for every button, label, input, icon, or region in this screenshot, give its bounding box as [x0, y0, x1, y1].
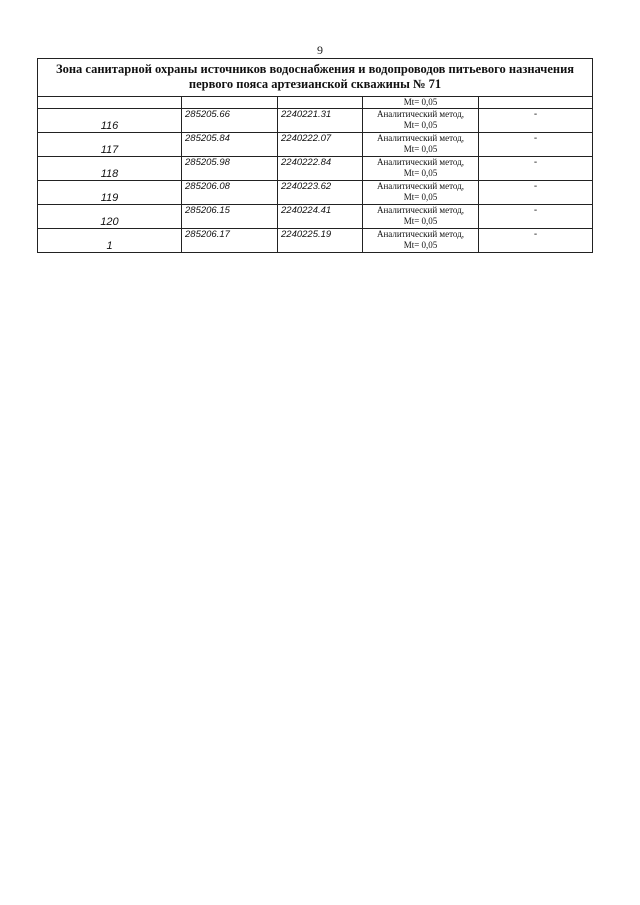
- x-cell: [182, 97, 278, 109]
- x-coordinate: 285205.84: [182, 133, 278, 157]
- method-cell: [363, 205, 479, 229]
- y-coordinate: 2240222.07: [278, 133, 363, 157]
- method-text: Аналитический метод,: [376, 109, 465, 119]
- x-coordinate: 285206.15: [182, 205, 278, 229]
- x-coordinate: 285206.17: [182, 229, 278, 253]
- point-number: 116: [38, 109, 182, 133]
- x-coordinate: 285205.66: [182, 109, 278, 133]
- note-cell: -: [479, 157, 593, 181]
- method-cell: [363, 157, 479, 181]
- point-number: 1: [38, 229, 182, 253]
- method-text: Аналитический метод,: [376, 205, 465, 215]
- point-cell: [38, 97, 182, 109]
- accuracy-text: Mt= 0,05: [403, 120, 438, 130]
- title-row: [38, 59, 593, 97]
- method-cell: [363, 109, 479, 133]
- table-row: [38, 205, 593, 229]
- page-number: 9: [317, 43, 323, 57]
- point-number: 119: [38, 181, 182, 205]
- method-cell: [363, 229, 479, 253]
- y-coordinate: 2240225.19: [278, 229, 363, 253]
- table-row: [38, 157, 593, 181]
- method-text: Аналитический метод,: [376, 229, 465, 239]
- method-cell: [363, 97, 479, 109]
- method-cell: [363, 133, 479, 157]
- note-cell: -: [479, 109, 593, 133]
- y-coordinate: 2240223.62: [278, 181, 363, 205]
- y-coordinate: 2240221.31: [278, 109, 363, 133]
- x-coordinate: 285205.98: [182, 157, 278, 181]
- note-cell: -: [479, 133, 593, 157]
- accuracy-text: Mt= 0,05: [403, 97, 438, 107]
- note-cell: [479, 97, 593, 109]
- note-cell: -: [479, 205, 593, 229]
- method-text: Аналитический метод,: [376, 181, 465, 191]
- method-text: Аналитический метод,: [376, 133, 465, 143]
- method-cell: [363, 181, 479, 205]
- accuracy-text: Mt= 0,05: [403, 216, 438, 226]
- table-row: [38, 109, 593, 133]
- point-number: 120: [38, 205, 182, 229]
- table-row: [38, 229, 593, 253]
- accuracy-text: Mt= 0,05: [403, 240, 438, 250]
- coordinates-table: [37, 58, 593, 253]
- y-coordinate: 2240222.84: [278, 157, 363, 181]
- note-cell: -: [479, 229, 593, 253]
- accuracy-text: Mt= 0,05: [403, 192, 438, 202]
- y-cell: [278, 97, 363, 109]
- y-coordinate: 2240224.41: [278, 205, 363, 229]
- method-text: Аналитический метод,: [376, 157, 465, 167]
- point-number: 118: [38, 157, 182, 181]
- accuracy-text: Mt= 0,05: [403, 144, 438, 154]
- table-title: Зона санитарной охраны источников водоснабжения и водопроводов питьевого назначения первого пояса артезианской скважины № 71: [38, 59, 593, 97]
- x-coordinate: 285206.08: [182, 181, 278, 205]
- note-cell: -: [479, 181, 593, 205]
- table-row: [38, 133, 593, 157]
- table-row: [38, 181, 593, 205]
- accuracy-text: Mt= 0,05: [403, 168, 438, 178]
- point-number: 117: [38, 133, 182, 157]
- table-row: [38, 97, 593, 109]
